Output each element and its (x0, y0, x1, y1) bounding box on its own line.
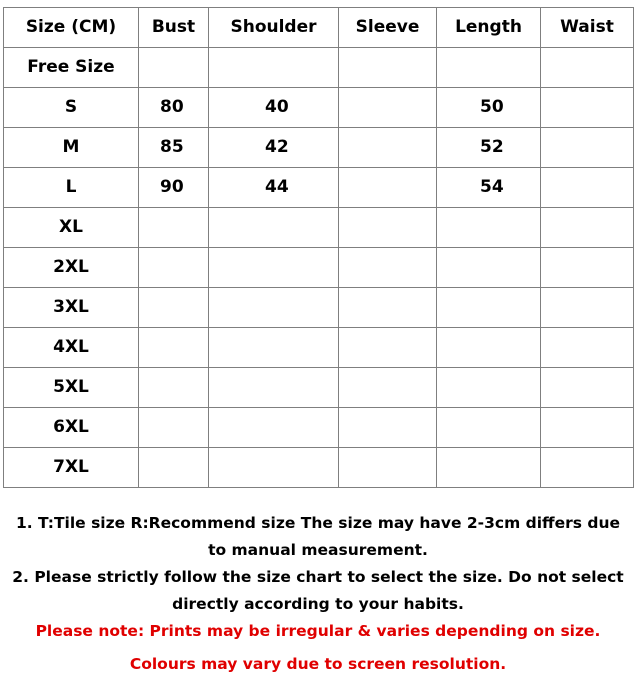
cell-sleeve (339, 88, 437, 128)
cell-waist (541, 168, 634, 208)
table-row (4, 248, 634, 288)
cell-value: Free Size (27, 57, 115, 77)
cell-sleeve (339, 168, 437, 208)
cell-waist (541, 208, 634, 248)
cell-value: 52 (480, 137, 504, 157)
cell-value (437, 297, 480, 317)
cell-size (4, 48, 139, 88)
cell-value: 50 (480, 97, 504, 117)
colours-warning: Colours may vary due to screen resolution. (129, 655, 507, 673)
header-waist: Waist (541, 8, 634, 48)
cell-value (139, 257, 160, 277)
cell-sleeve (339, 208, 437, 248)
size-chart-table (3, 7, 634, 488)
cell-value (139, 457, 160, 477)
cell-length (437, 368, 541, 408)
table-header-row (4, 8, 634, 48)
cell-value (209, 217, 265, 237)
note-2-line-2: directly according to your habits. (172, 595, 464, 613)
cell-value (139, 297, 160, 317)
cell-value: 44 (265, 177, 289, 197)
cell-size (4, 248, 139, 288)
cell-bust (139, 368, 209, 408)
cell-size (4, 168, 139, 208)
cell-waist (541, 368, 634, 408)
cell-shoulder (209, 248, 339, 288)
cell-sleeve (339, 48, 437, 88)
cell-value: 4XL (53, 337, 89, 357)
cell-value: S (64, 97, 78, 117)
cell-bust (139, 168, 209, 208)
cell-length (437, 328, 541, 368)
cell-shoulder (209, 48, 339, 88)
cell-length (437, 448, 541, 488)
table-row (4, 128, 634, 168)
cell-bust (139, 128, 209, 168)
table-body (4, 48, 634, 488)
cell-value (437, 57, 480, 77)
note-1-line-1: 1. T:Tile size R:Recommend size The size may have 2-3cm differs due (15, 514, 621, 532)
note-2-line-1: 2. Please strictly follow the size chart to select the size. Do not select (12, 568, 624, 586)
cell-sleeve (339, 288, 437, 328)
cell-length (437, 168, 541, 208)
cell-length (437, 408, 541, 448)
cell-value (437, 217, 480, 237)
cell-value: 6XL (53, 417, 89, 437)
table-row (4, 48, 634, 88)
table-row (4, 88, 634, 128)
cell-waist (541, 248, 634, 288)
cell-value: M (62, 137, 80, 157)
cell-bust (139, 248, 209, 288)
cell-sleeve (339, 448, 437, 488)
cell-value (437, 457, 480, 477)
cell-shoulder (209, 168, 339, 208)
cell-value (139, 337, 160, 357)
prints-warning: Please note: Prints may be irregular & varies depending on size. (35, 622, 601, 640)
cell-waist (541, 128, 634, 168)
cell-size (4, 408, 139, 448)
cell-value: L (65, 177, 77, 197)
cell-sleeve (339, 328, 437, 368)
cell-sleeve (339, 408, 437, 448)
cell-value (139, 377, 160, 397)
cell-bust (139, 448, 209, 488)
cell-value (209, 257, 265, 277)
cell-value: 80 (160, 97, 184, 117)
cell-value: 7XL (53, 457, 89, 477)
table-row (4, 288, 634, 328)
cell-value (209, 297, 265, 317)
cell-value: 54 (480, 177, 504, 197)
table-row (4, 448, 634, 488)
cell-size (4, 448, 139, 488)
note-1-line-2: to manual measurement. (208, 541, 428, 559)
header-shoulder: Shoulder (209, 8, 339, 48)
table-row (4, 368, 634, 408)
notes-section (0, 510, 636, 678)
cell-value (437, 337, 480, 357)
cell-waist (541, 88, 634, 128)
cell-value: 3XL (53, 297, 89, 317)
cell-bust (139, 208, 209, 248)
cell-size (4, 208, 139, 248)
cell-bust (139, 328, 209, 368)
cell-length (437, 88, 541, 128)
header-length: Length (437, 8, 541, 48)
header-size: Size (CM) (4, 8, 139, 48)
cell-value: 5XL (53, 377, 89, 397)
cell-size (4, 328, 139, 368)
cell-size (4, 368, 139, 408)
cell-value: 85 (160, 137, 184, 157)
cell-value (139, 217, 160, 237)
cell-length (437, 48, 541, 88)
cell-waist (541, 288, 634, 328)
table-row (4, 208, 634, 248)
table-row (4, 328, 634, 368)
cell-shoulder (209, 88, 339, 128)
cell-value (209, 57, 265, 77)
header-sleeve: Sleeve (339, 8, 437, 48)
cell-sleeve (339, 368, 437, 408)
cell-shoulder (209, 368, 339, 408)
cell-waist (541, 328, 634, 368)
cell-value: 2XL (53, 257, 89, 277)
cell-shoulder (209, 208, 339, 248)
cell-sleeve (339, 248, 437, 288)
cell-value (437, 417, 480, 437)
cell-length (437, 128, 541, 168)
cell-shoulder (209, 448, 339, 488)
cell-value (139, 417, 160, 437)
cell-waist (541, 408, 634, 448)
cell-size (4, 88, 139, 128)
cell-value (209, 337, 265, 357)
cell-length (437, 208, 541, 248)
cell-value: 90 (160, 177, 184, 197)
cell-value (437, 257, 480, 277)
cell-shoulder (209, 128, 339, 168)
cell-value: 42 (265, 137, 289, 157)
cell-shoulder (209, 328, 339, 368)
cell-sleeve (339, 128, 437, 168)
cell-bust (139, 288, 209, 328)
table-row (4, 408, 634, 448)
cell-waist (541, 448, 634, 488)
cell-shoulder (209, 288, 339, 328)
header-bust: Bust (139, 8, 209, 48)
cell-length (437, 248, 541, 288)
cell-size (4, 288, 139, 328)
cell-bust (139, 88, 209, 128)
table-row (4, 168, 634, 208)
cell-length (437, 288, 541, 328)
cell-shoulder (209, 408, 339, 448)
cell-bust (139, 48, 209, 88)
cell-value (209, 457, 265, 477)
cell-size (4, 128, 139, 168)
cell-value (437, 377, 480, 397)
cell-value (209, 377, 265, 397)
cell-value (139, 57, 160, 77)
cell-value (209, 417, 265, 437)
cell-value: XL (59, 217, 83, 237)
cell-value: 40 (265, 97, 289, 117)
cell-bust (139, 408, 209, 448)
cell-waist (541, 48, 634, 88)
